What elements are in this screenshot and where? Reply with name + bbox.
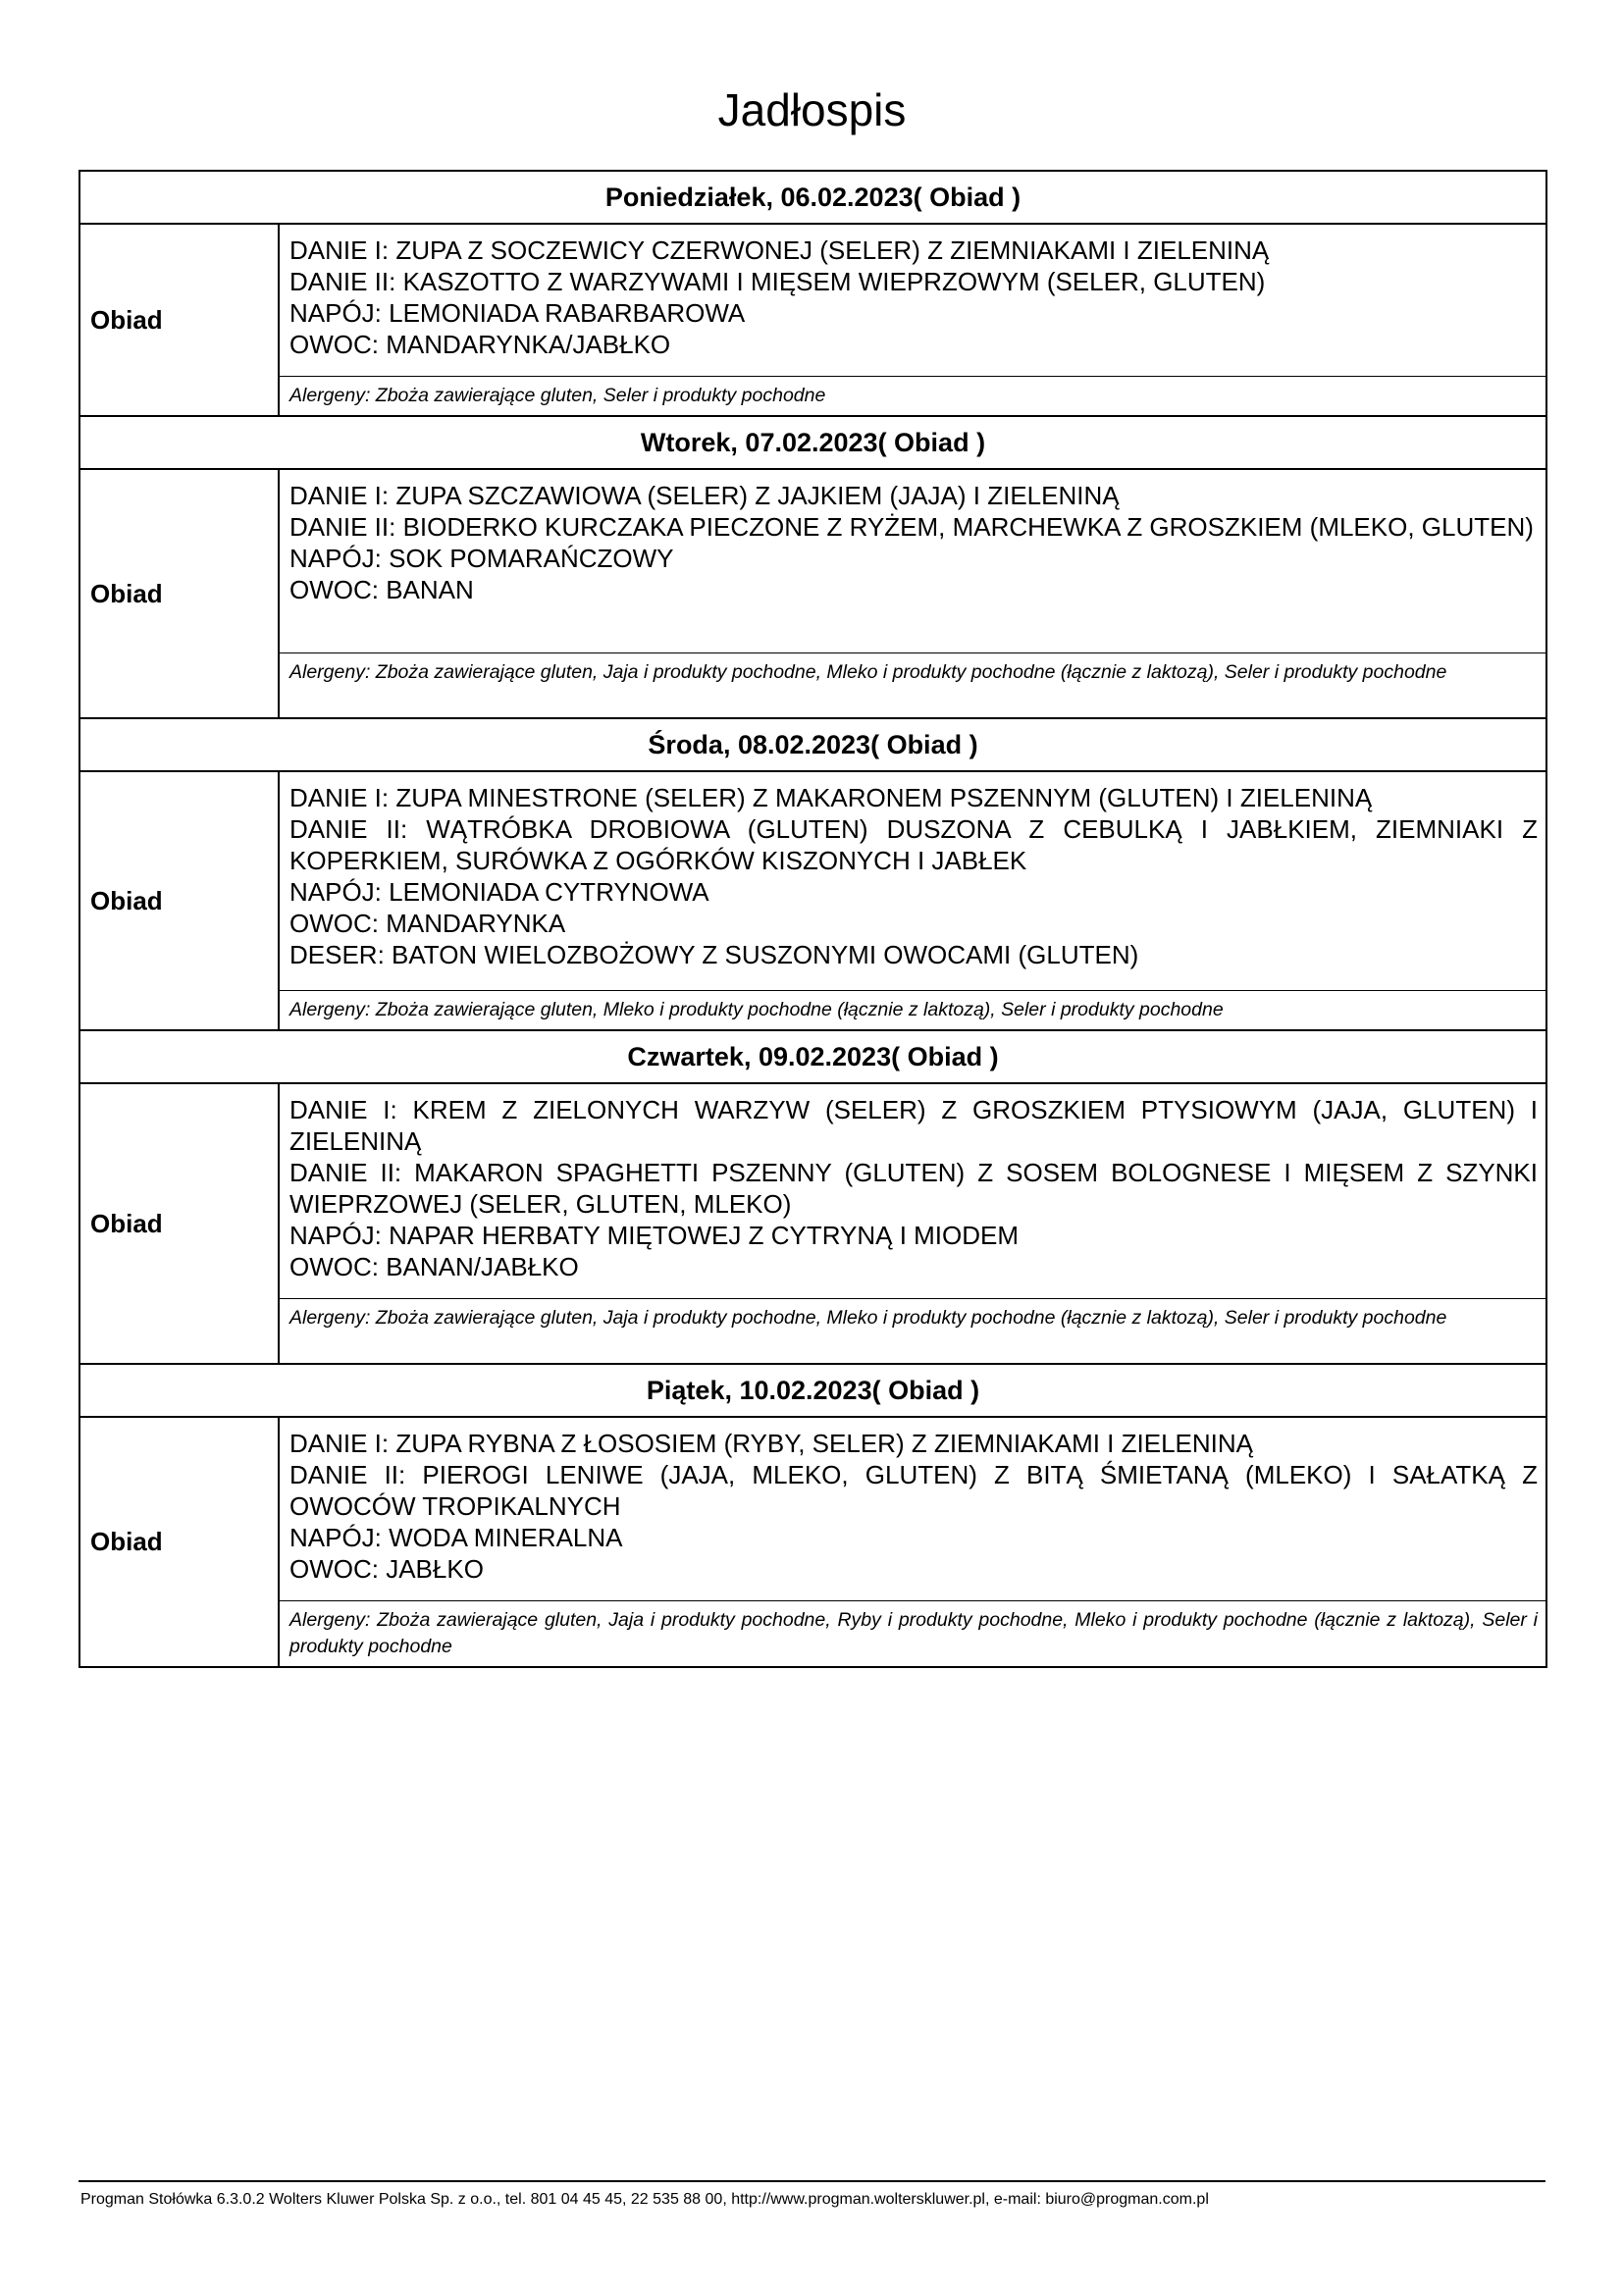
dish-item: NAPÓJ: SOK POMARAŃCZOWY — [289, 544, 674, 573]
meal-row — [79, 469, 1546, 718]
dish-item: OWOC: MANDARYNKA/JABŁKO — [289, 330, 671, 359]
dish-item: DANIE I: KREM Z ZIELONYCH WARZYW (SELER) Z GROSZKIEM PTYSIOWYM (JAJA, GLUTEN) I ZIELENINĄ — [289, 1095, 1538, 1156]
dish-item: DANIE I: ZUPA MINESTRONE (SELER) Z MAKARONEM PSZENNYM (GLUTEN) I ZIELENINĄ — [289, 783, 1373, 812]
meal-label: Obiad — [79, 771, 279, 1030]
dish-item: DANIE II: MAKARON SPAGHETTI PSZENNY (GLUTEN) Z SOSEM BOLOGNESE I MIĘSEM Z SZYNKI WIEPRZOWEJ (SELER, GLUTEN, MLEKO) — [289, 1158, 1538, 1219]
dish-list — [280, 470, 1545, 652]
day-header: Środa, 08.02.2023( Obiad ) — [79, 718, 1546, 771]
dish-list — [280, 225, 1545, 376]
dish-item: DANIE I: ZUPA Z SOCZEWICY CZERWONEJ (SELER) Z ZIEMNIAKAMI I ZIELENINĄ — [289, 235, 1270, 265]
footer-text: Progman Stołówka 6.3.0.2 Wolters Kluwer Polska Sp. z o.o., tel. 801 04 45 45, 22 535 88 00, http://www.progman.wolterskluwer.pl, e-mail: biuro@progman.com.pl — [80, 2191, 1209, 2208]
dish-list — [280, 772, 1545, 990]
meal-row — [79, 771, 1546, 1030]
dish-item: NAPÓJ: WODA MINERALNA — [289, 1523, 623, 1552]
dish-item: DESER: BATON WIELOZBOŻOWY Z SUSZONYMI OWOCAMI (GLUTEN) — [289, 940, 1139, 969]
meal-label: Obiad — [79, 469, 279, 718]
meal-row — [79, 1083, 1546, 1364]
allergens-note: Alergeny: Zboża zawierające gluten, Jaja i produkty pochodne, Mleko i produkty pochodne (łącznie z laktozą), Seler i produkty pochodne — [280, 1298, 1545, 1337]
meal-label: Obiad — [79, 1417, 279, 1667]
day-header-row — [79, 416, 1546, 469]
day-header-row — [79, 171, 1546, 224]
allergens-note: Alergeny: Zboża zawierające gluten, Jaja i produkty pochodne, Mleko i produkty pochodne (łącznie z laktozą), Seler i produkty pochodne — [280, 652, 1545, 692]
menu-content — [279, 469, 1546, 718]
allergens-note: Alergeny: Zboża zawierające gluten, Mleko i produkty pochodne (łącznie z laktozą), Seler i produkty pochodne — [280, 990, 1545, 1029]
dish-item: DANIE II: WĄTRÓBKA DROBIOWA (GLUTEN) DUSZONA Z CEBULKĄ I JABŁKIEM, ZIEMNIAKI Z KOPERKIEM, SURÓWKA Z OGÓRKÓW KISZONYCH I JABŁEK — [289, 814, 1538, 875]
dish-item: NAPÓJ: LEMONIADA CYTRYNOWA — [289, 877, 709, 907]
footer-divider — [79, 2180, 1545, 2182]
day-header-row — [79, 1030, 1546, 1083]
menu-content — [279, 1417, 1546, 1667]
menu-content — [279, 1083, 1546, 1364]
day-header: Wtorek, 07.02.2023( Obiad ) — [79, 416, 1546, 469]
dish-item: OWOC: JABŁKO — [289, 1554, 484, 1584]
dish-item: DANIE II: PIEROGI LENIWE (JAJA, MLEKO, GLUTEN) Z BITĄ ŚMIETANĄ (MLEKO) I SAŁATKĄ Z OWOCÓW TROPIKALNYCH — [289, 1460, 1538, 1521]
meal-label: Obiad — [79, 1083, 279, 1364]
dish-item: DANIE II: KASZOTTO Z WARZYWAMI I MIĘSEM WIEPRZOWYM (SELER, GLUTEN) — [289, 267, 1266, 296]
dish-item: OWOC: BANAN — [289, 575, 474, 604]
dish-item: OWOC: MANDARYNKA — [289, 909, 566, 938]
day-header: Czwartek, 09.02.2023( Obiad ) — [79, 1030, 1546, 1083]
dish-item: NAPÓJ: NAPAR HERBATY MIĘTOWEJ Z CYTRYNĄ I MIODEM — [289, 1221, 1020, 1250]
allergens-note: Alergeny: Zboża zawierające gluten, Jaja i produkty pochodne, Ryby i produkty pochodne, Mleko i produkty pochodne (łącznie z laktozą), Seler i produkty pochodne — [280, 1600, 1545, 1666]
dish-item: DANIE I: ZUPA SZCZAWIOWA (SELER) Z JAJKIEM (JAJA) I ZIELENINĄ — [289, 481, 1120, 510]
dish-item: NAPÓJ: LEMONIADA RABARBAROWA — [289, 298, 746, 328]
dish-item: DANIE I: ZUPA RYBNA Z ŁOSOSIEM (RYBY, SELER) Z ZIEMNIAKAMI I ZIELENINĄ — [289, 1429, 1253, 1458]
day-header-row — [79, 718, 1546, 771]
meal-row — [79, 1417, 1546, 1667]
meal-label: Obiad — [79, 224, 279, 416]
page-title: Jadłospis — [717, 84, 907, 135]
dish-list — [280, 1084, 1545, 1298]
day-header-row — [79, 1364, 1546, 1417]
dish-item: OWOC: BANAN/JABŁKO — [289, 1252, 579, 1281]
day-header: Poniedziałek, 06.02.2023( Obiad ) — [79, 171, 1546, 224]
menu-table — [79, 170, 1547, 1668]
meal-row — [79, 224, 1546, 416]
dish-list — [280, 1418, 1545, 1600]
menu-content — [279, 224, 1546, 416]
allergens-note: Alergeny: Zboża zawierające gluten, Seler i produkty pochodne — [280, 376, 1545, 415]
day-header: Piątek, 10.02.2023( Obiad ) — [79, 1364, 1546, 1417]
dish-item: DANIE II: BIODERKO KURCZAKA PIECZONE Z RYŻEM, MARCHEWKA Z GROSZKIEM (MLEKO, GLUTEN) — [289, 512, 1534, 542]
menu-content — [279, 771, 1546, 1030]
